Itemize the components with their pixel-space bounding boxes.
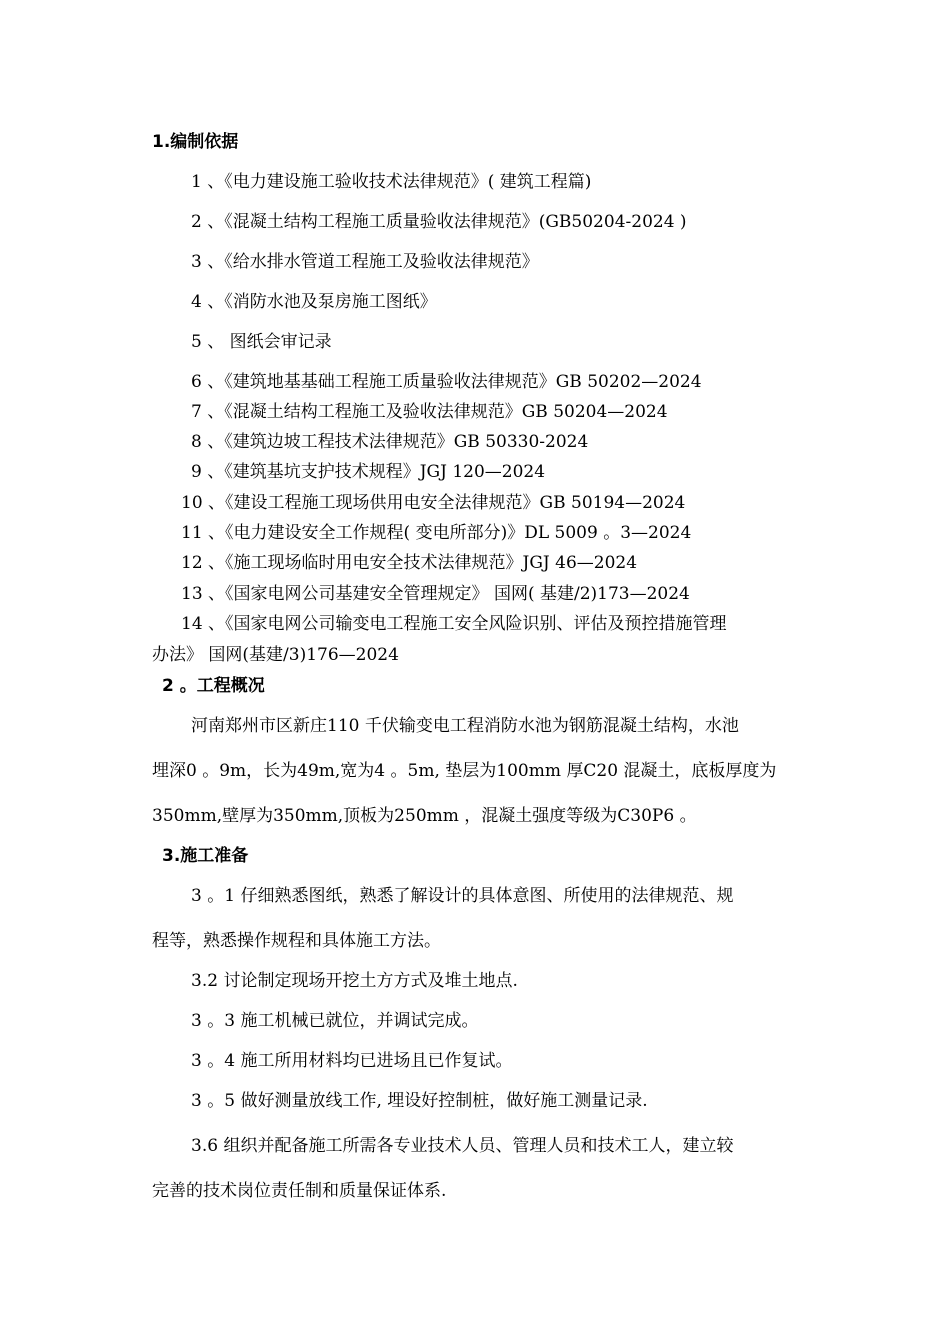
- basis-item-14-continued: 办法》 国网(基建/3)176—2024: [152, 645, 399, 665]
- basis-item-7: 7 、《混凝土结构工程施工及验收法律规范》GB 50204—2024: [191, 402, 668, 422]
- prep-line-3-3: 3 。3 施工机械已就位，并调试完成。: [191, 1011, 479, 1031]
- basis-item-11: 11 、《电力建设安全工作规程( 变电所部分)》DL 5009 。3—2024: [181, 523, 692, 543]
- prep-line-3-2: 3.2 讨论制定现场开挖土方方式及堆土地点.: [191, 971, 518, 991]
- prep-line-3-6-continued: 完善的技术岗位责任制和质量保证体系.: [152, 1181, 447, 1201]
- basis-item-8: 8 、《建筑边坡工程技术法律规范》GB 50330-2024: [191, 432, 589, 452]
- section-heading-basis: 1.编制依据: [152, 132, 239, 152]
- basis-item-5: 5 、 图纸会审记录: [191, 332, 332, 352]
- basis-item-6: 6 、《建筑地基基础工程施工质量验收法律规范》GB 50202—2024: [191, 372, 702, 392]
- basis-item-14: 14 、《国家电网公司输变电工程施工安全风险识别、评估及预控措施管理: [181, 614, 727, 634]
- prep-line-3-4: 3 。4 施工所用材料均已进场且已作复试。: [191, 1051, 513, 1071]
- basis-item-1: 1 、《电力建设施工验收技术法律规范》( 建筑工程篇): [191, 172, 592, 192]
- section-heading-preparation: 3.施工准备: [162, 846, 249, 866]
- prep-line-3-1-continued: 程等，熟悉操作规程和具体施工方法。: [152, 931, 441, 951]
- basis-item-12: 12 、《施工现场临时用电安全技术法律规范》JGJ 46—2024: [181, 553, 638, 573]
- overview-line-3: 350mm,壁厚为350mm,顶板为250mm ，混凝土强度等级为C30P6 。: [152, 806, 697, 826]
- overview-line-1: 河南郑州市区新庄110 千伏输变电工程消防水池为钢筋混凝土结构，水池: [191, 716, 739, 736]
- basis-item-3: 3 、《给水排水管道工程施工及验收法律规范》: [191, 252, 539, 272]
- prep-line-3-6: 3.6 组织并配备施工所需各专业技术人员、管理人员和技术工人，建立较: [191, 1136, 734, 1156]
- section-heading-overview: 2 。工程概况: [162, 676, 265, 696]
- basis-item-13: 13 、《国家电网公司基建安全管理规定》 国网( 基建/2)173—2024: [181, 584, 690, 604]
- basis-item-9: 9 、《建筑基坑支护技术规程》JGJ 120—2024: [191, 462, 546, 482]
- basis-item-10: 10 、《建设工程施工现场供用电安全法律规范》GB 50194—2024: [181, 493, 686, 513]
- prep-line-3-5: 3 。5 做好测量放线工作, 埋设好控制桩，做好施工测量记录.: [191, 1091, 648, 1111]
- prep-line-3-1: 3 。1 仔细熟悉图纸，熟悉了解设计的具体意图、所使用的法律规范、规: [191, 886, 734, 906]
- basis-item-2: 2 、《混凝土结构工程施工质量验收法律规范》(GB50204-2024 ): [191, 212, 687, 232]
- basis-item-4: 4 、《消防水池及泵房施工图纸》: [191, 292, 437, 312]
- overview-line-2: 埋深0 。9m，长为49m,宽为4 。5m, 垫层为100mm 厚C20 混凝土，底板厚度为: [152, 761, 777, 781]
